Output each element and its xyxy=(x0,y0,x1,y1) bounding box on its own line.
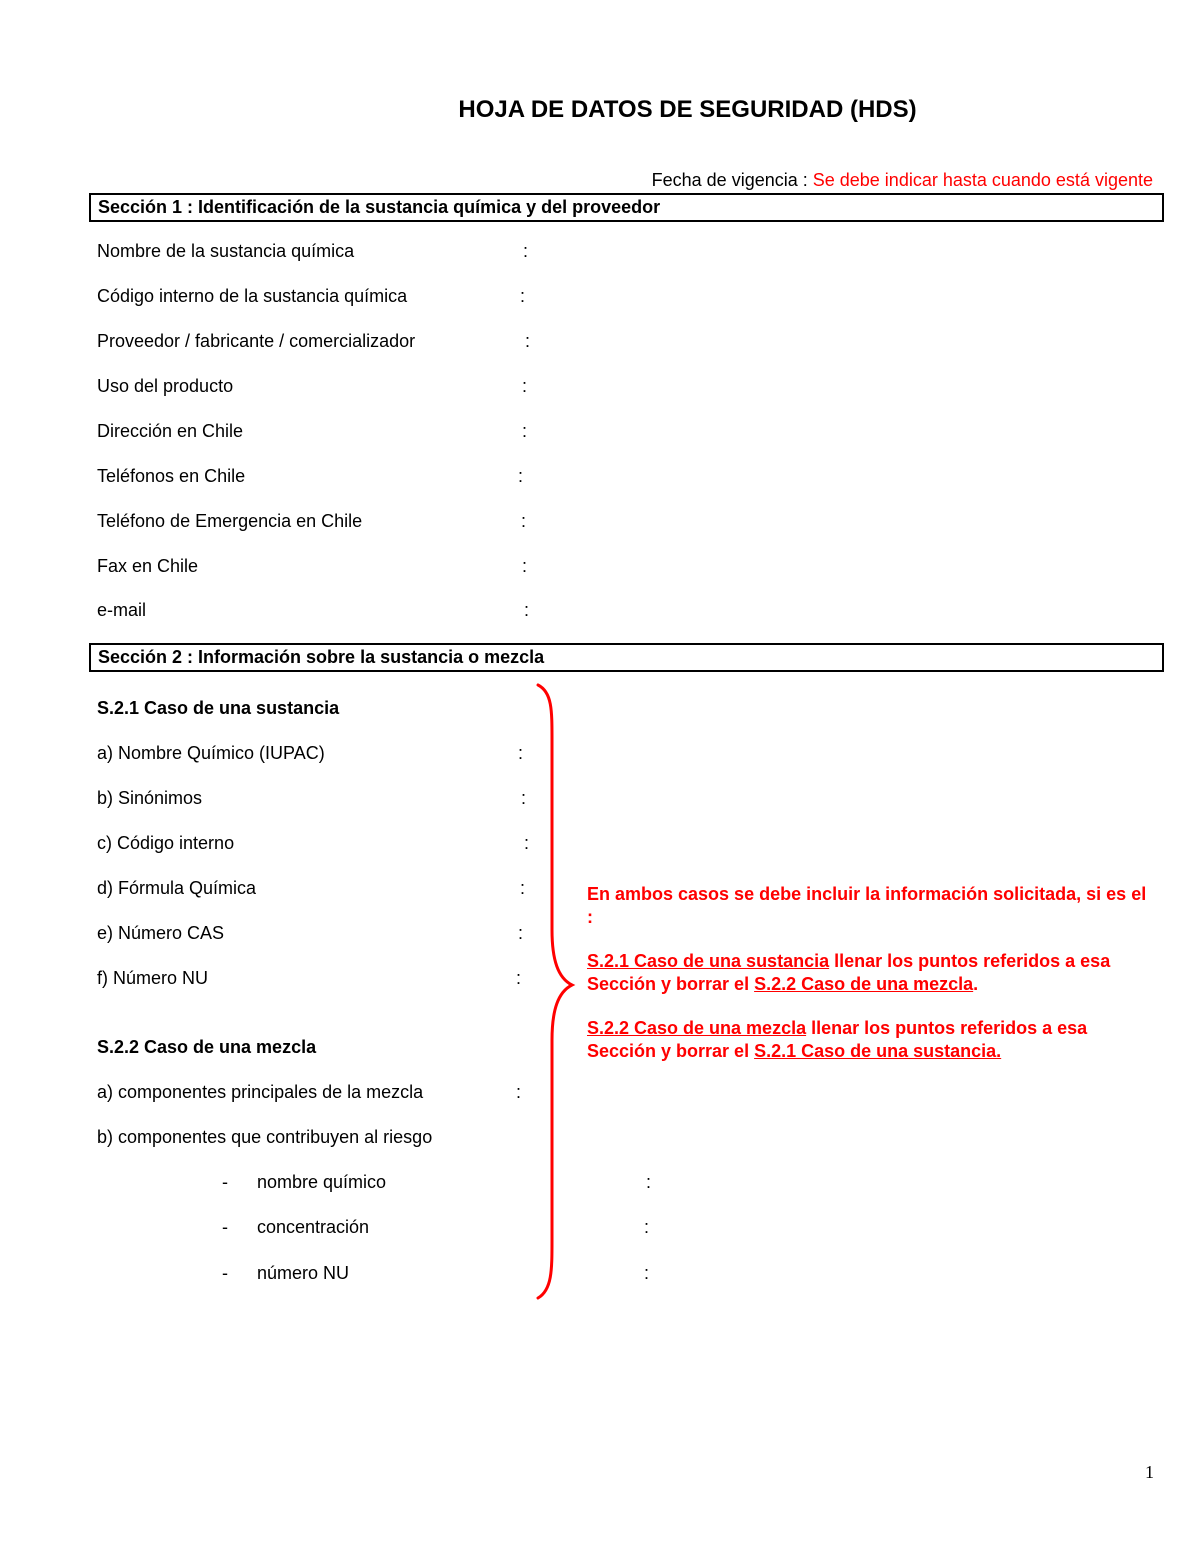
section-2-header xyxy=(89,643,1164,672)
field-colon: : xyxy=(520,286,526,306)
bullet-dash: - xyxy=(222,1217,228,1237)
note-text: . xyxy=(973,973,979,994)
field-colon: : xyxy=(520,878,526,898)
field-internal-code: Código interno de la sustancia química xyxy=(97,286,408,306)
field-synonyms: b) Sinónimos xyxy=(97,788,203,808)
field-colon: : xyxy=(516,968,522,988)
field-colon: : xyxy=(644,1217,650,1237)
note-text: llenar los puntos referidos a esa Sección y borrar el xyxy=(587,951,1111,994)
field-colon: : xyxy=(518,466,524,486)
field-colon: : xyxy=(521,788,527,808)
field-colon: : xyxy=(522,376,528,396)
field-supplier: Proveedor / fabricante / comercializador xyxy=(97,331,416,351)
field-cas-number: e) Número CAS xyxy=(97,923,225,943)
mixture-heading: S.2.2 Caso de una mezcla xyxy=(97,1037,317,1057)
field-internal-code-2: c) Código interno xyxy=(97,833,235,853)
bullet-dash: - xyxy=(222,1172,228,1192)
validity-line xyxy=(652,170,1153,191)
field-colon: : xyxy=(522,556,528,576)
field-un-number: f) Número NU xyxy=(97,968,209,988)
curly-brace-shape xyxy=(530,680,580,1305)
field-chemical-name: a) Nombre Químico (IUPAC) xyxy=(97,743,325,763)
validity-label: Fecha de vigencia : xyxy=(651,170,813,190)
field-main-components: a) componentes principales de la mezcla xyxy=(97,1082,424,1102)
field-emergency-phone: Teléfono de Emergencia en Chile xyxy=(97,511,363,531)
page-title: HOJA DE DATOS DE SEGURIDAD (HDS) xyxy=(458,96,917,123)
field-colon: : xyxy=(524,600,530,620)
note-link: S.2.1 Caso de una sustancia. xyxy=(754,1040,1002,1061)
field-substance-name: Nombre de la sustancia química xyxy=(97,241,355,261)
field-colon: : xyxy=(644,1263,650,1283)
note-text: llenar los puntos referidos a esa Sección y borrar el xyxy=(587,1018,1088,1061)
bullet-dash: - xyxy=(222,1263,228,1283)
field-fax: Fax en Chile xyxy=(97,556,199,576)
field-concentration: concentración xyxy=(257,1217,370,1237)
field-colon: : xyxy=(646,1172,652,1192)
section-2-title: Sección 2 : Información sobre la sustancia o mezcla xyxy=(98,647,545,667)
note-mixture-instructions xyxy=(587,1017,1157,1062)
field-colon: : xyxy=(518,923,524,943)
section-1-title: Sección 1 : Identificación de la sustancia química y del proveedor xyxy=(98,197,661,217)
field-colon: : xyxy=(525,331,531,351)
field-address: Dirección en Chile xyxy=(97,421,244,441)
field-colon: : xyxy=(524,833,530,853)
substance-heading: S.2.1 Caso de una sustancia xyxy=(97,698,340,718)
field-email: e-mail xyxy=(97,600,147,620)
field-colon: : xyxy=(518,743,524,763)
field-risk-components: b) componentes que contribuyen al riesgo xyxy=(97,1127,433,1147)
note-link: S.2.2 Caso de una mezcla xyxy=(754,973,974,994)
instruction-note xyxy=(587,883,1157,1084)
field-product-use: Uso del producto xyxy=(97,376,234,396)
field-colon: : xyxy=(516,1082,522,1102)
note-link: S.2.2 Caso de una mezcla xyxy=(587,1018,807,1038)
section-1-header xyxy=(89,193,1164,222)
note-link: S.2.1 Caso de una sustancia xyxy=(587,951,830,971)
page-number: 1 xyxy=(1145,1462,1154,1482)
validity-value: Se debe indicar hasta cuando está vigente xyxy=(812,170,1153,190)
field-colon: : xyxy=(521,511,527,531)
field-formula: d) Fórmula Química xyxy=(97,878,257,898)
field-mixture-chemical-name: nombre químico xyxy=(257,1172,387,1192)
field-colon: : xyxy=(523,241,529,261)
note-substance-instructions xyxy=(587,950,1157,995)
field-mixture-un-number: número NU xyxy=(257,1263,350,1283)
field-colon: : xyxy=(522,421,528,441)
field-phones: Teléfonos en Chile xyxy=(97,466,246,486)
note-intro: En ambos casos se debe incluir la información solicitada, si es el : xyxy=(587,884,1147,927)
